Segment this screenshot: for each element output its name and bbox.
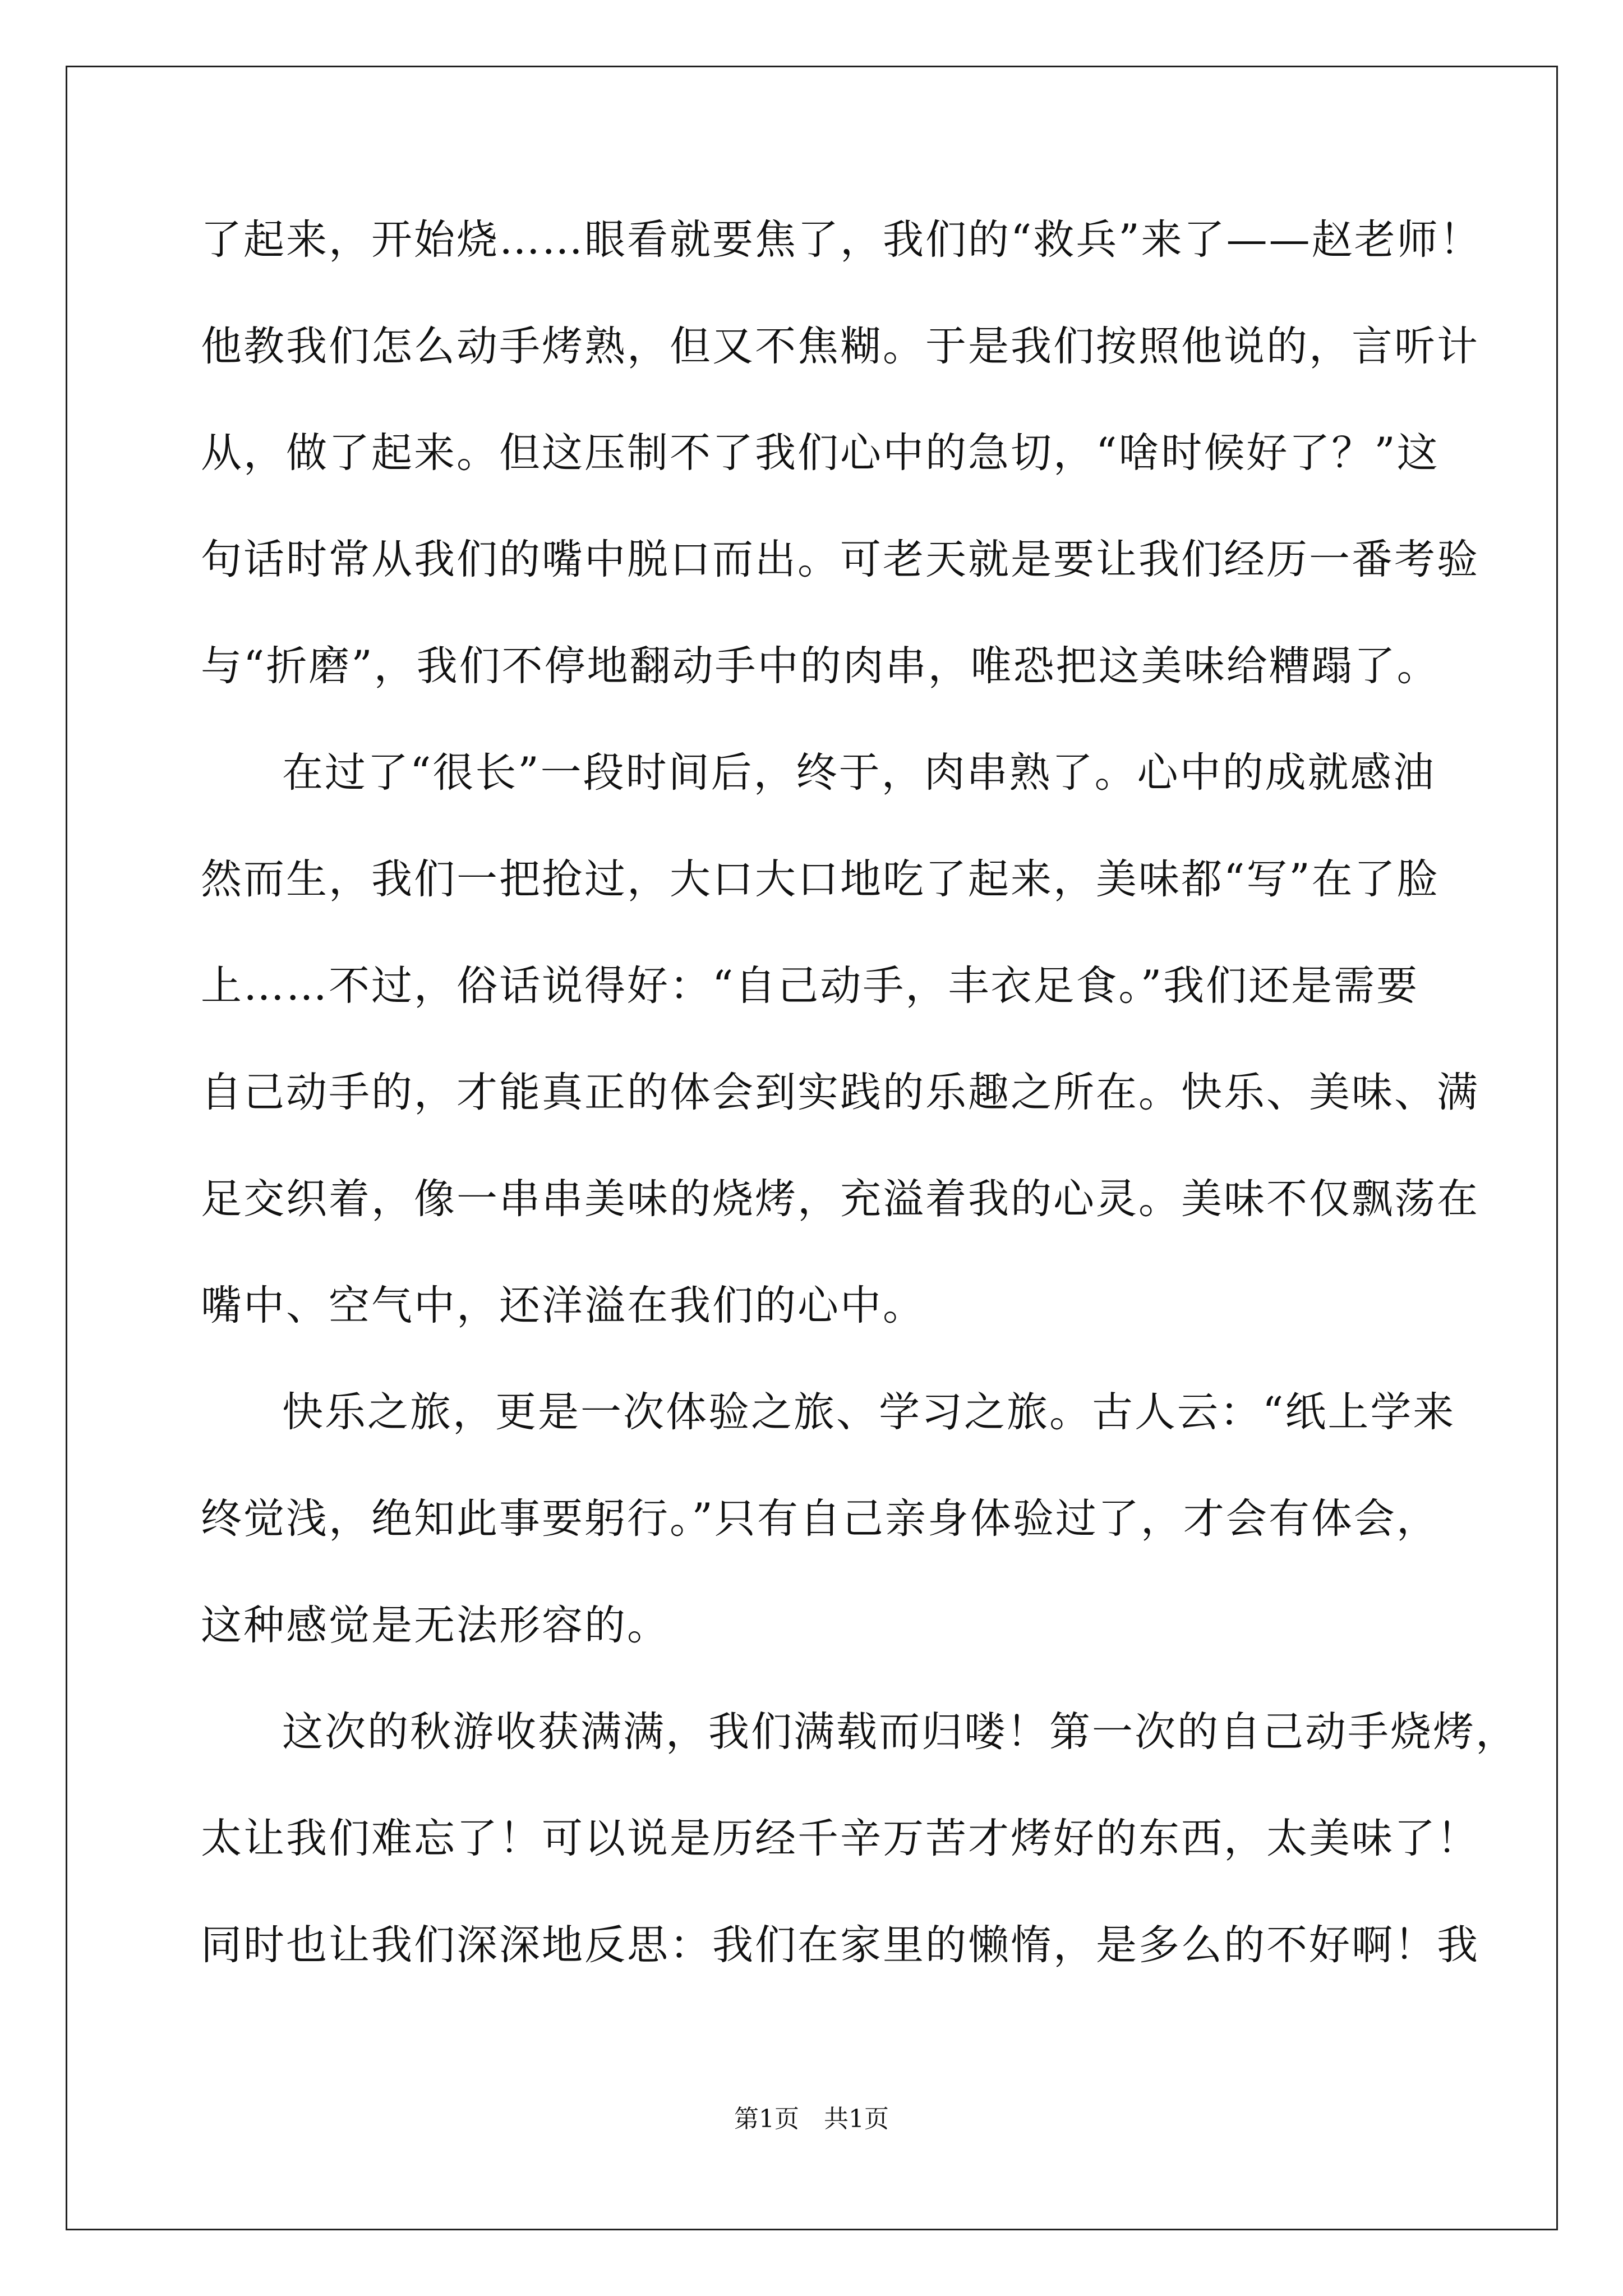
body-line-9: 自己动手的，才能真正的体会到实践的乐趣之所在。快乐、美味、满 xyxy=(201,1069,1479,1116)
body-line-6: 在过了“很长”一段时间后，终于，肉串熟了。心中的成就感油 xyxy=(282,749,1436,797)
body-line-8: 上……不过，俗话说得好：“自己动手，丰衣足食。”我们还是需要 xyxy=(201,962,1419,1010)
page-number-footer: 第1页 共1页 xyxy=(734,2105,889,2133)
body-line-2: 他教我们怎么动手烤熟，但又不焦糊。于是我们按照他说的，言听计 xyxy=(201,323,1479,370)
body-line-10: 足交织着，像一串串美味的烧烤，充溢着我的心灵。美味不仅飘荡在 xyxy=(201,1175,1479,1223)
body-line-7: 然而生，我们一把抢过，大口大口地吃了起来，美味都“写”在了脸 xyxy=(201,855,1440,903)
body-line-15: 这次的秋游收获满满，我们满载而归喽！第一次的自己动手烧烤， xyxy=(282,1708,1518,1756)
body-line-3: 从，做了起来。但这压制不了我们心中的急切，“啥时候好了？”这 xyxy=(201,429,1440,477)
body-line-17: 同时也让我们深深地反思：我们在家里的懒惰，是多么的不好啊！我 xyxy=(201,1921,1479,1969)
body-line-13: 终觉浅，绝知此事要躬行。”只有自己亲身体验过了，才会有体会， xyxy=(201,1495,1439,1543)
body-line-11: 嘴中、空气中，还洋溢在我们的心中。 xyxy=(201,1282,925,1329)
body-line-14: 这种感觉是无法形容的。 xyxy=(201,1602,670,1649)
body-line-1: 了起来，开始烧……眼看就要焦了，我们的“救兵”来了——赵老师！ xyxy=(201,216,1482,264)
body-line-5: 与“折磨”，我们不停地翻动手中的肉串，唯恐把这美味给糟蹋了。 xyxy=(201,642,1440,690)
body-line-4: 句话时常从我们的嘴中脱口而出。可老天就是要让我们经历一番考验 xyxy=(201,536,1479,583)
body-line-16: 太让我们难忘了！可以说是历经千辛万苦才烤好的东西，太美味了！ xyxy=(201,1815,1479,1862)
page-border xyxy=(66,66,1558,2230)
body-line-12: 快乐之旅，更是一次体验之旅、学习之旅。古人云：“纸上学来 xyxy=(282,1388,1456,1436)
